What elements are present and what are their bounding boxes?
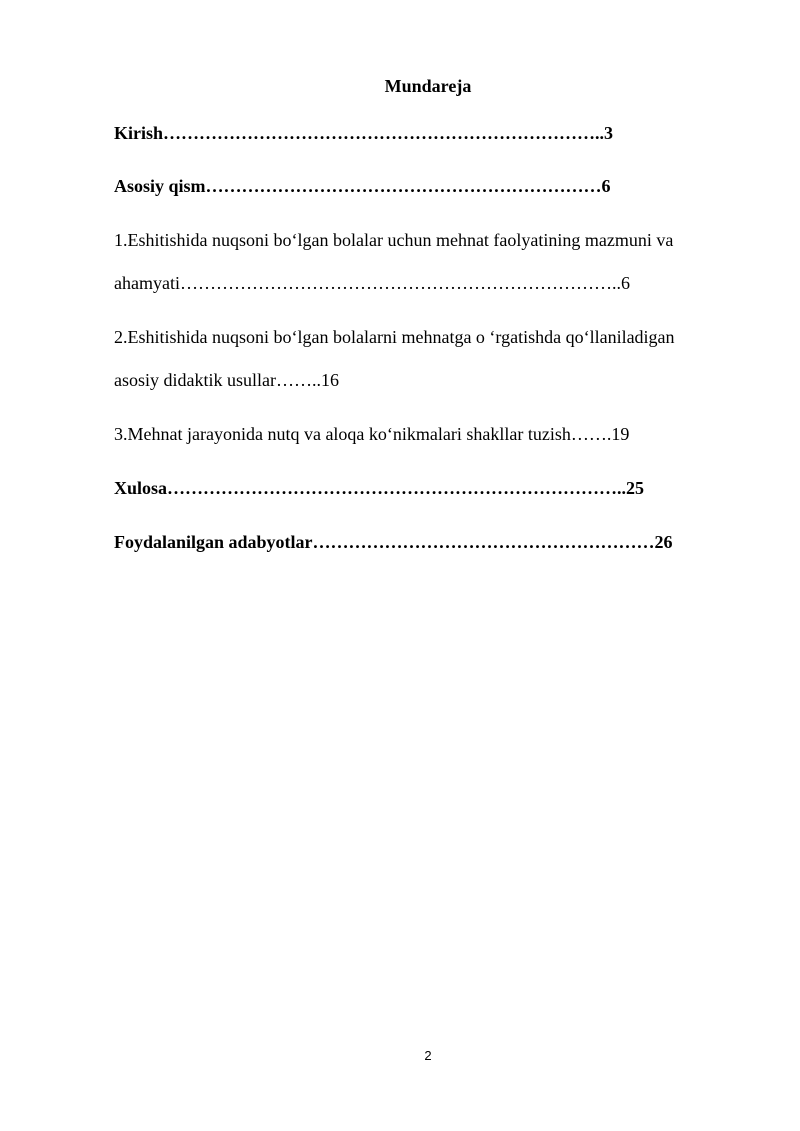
page-title: Mundareja xyxy=(384,76,472,96)
toc-entry-1-line-2: ahamyati………………………………………………………………..6 xyxy=(114,273,630,293)
toc-entry-2-line-1: 2.Eshitishida nuqsoni bo‘lgan bolalarni mehnatga o ‘rgatishda qo‘llaniladigan xyxy=(114,327,675,347)
toc-entry-3: 3.Mehnat jarayonida nutq va aloqa ko‘nikmalari shakllar tuzish…….19 xyxy=(114,424,630,444)
toc-entry-1-line-1: 1.Eshitishida nuqsoni bo‘lgan bolalar uchun mehnat faolyatining mazmuni va xyxy=(114,230,674,250)
toc-entry-xulosa: Xulosa…………………………………………………………………..25 xyxy=(114,478,645,498)
toc-entry-kirish: Kirish………………………………………………………………..3 xyxy=(114,123,614,143)
page-number: 2 xyxy=(424,1048,432,1063)
toc-entry-2-line-2: asosiy didaktik usullar……..16 xyxy=(114,370,339,390)
toc-entry-foydalanilgan-adabyotlar: Foydalanilgan adabyotlar…………………………………………………26 xyxy=(114,532,673,552)
toc-entry-asosiy-qism: Asosiy qism…………………………………………………………6 xyxy=(114,176,611,196)
